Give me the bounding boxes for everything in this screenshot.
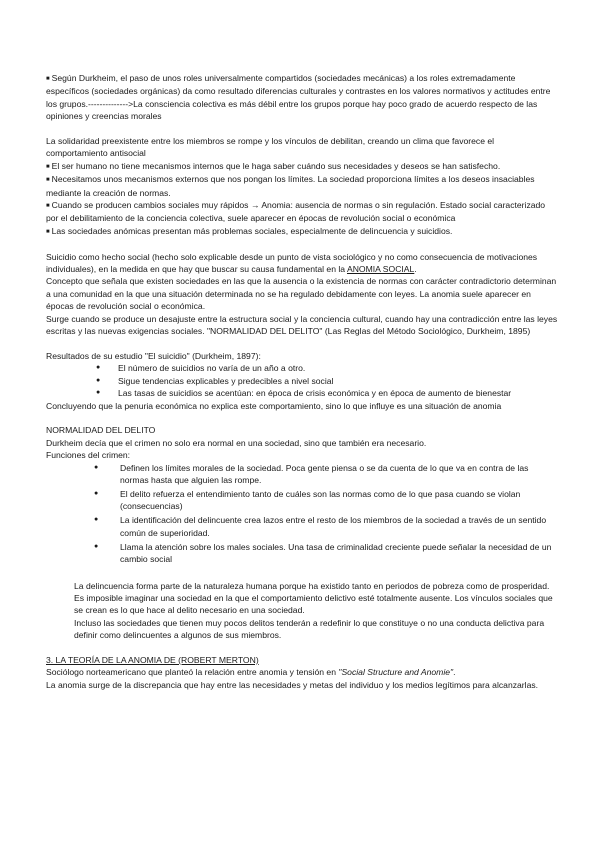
durkheim-text: Según Durkheim, el paso de unos roles universalmente compartidos (sociedades mecánicas) a los roles extremadamente específicos (sociedades orgánicas) da como resultado diferencias culturales y contrastes en los valores normativos y actitudes entre los grupos. [46,73,551,109]
study-conclusion: Concluyendo que la penuria económica no explica este comportamiento, sino lo que influye es una situación de anomia [46,400,502,411]
list-item: ● Definen los límites morales de la sociedad. Poca gente piensa o se da cuenta de lo que va en contra de las normas hasta que alguien las rompe. [108,462,558,487]
list-item: ● El número de suicidios no varía de un año a otro. [108,362,558,374]
merton-work-title: "Social Structure and Anomie" [338,667,454,678]
concept-paragraph: Concepto que señala que existen sociedades en las que la ausencia o la existencia de normas con carácter contradictorio determinan a una comunidad en la que una situación determinada no se ha regulado debidamente con leyes. La anomia suele aparecer en épocas de revolución social o económica. [46,276,557,312]
merton-text: Sociólogo norteamericano que planteó la relación entre anomia y tensión en [46,667,339,678]
collective-consciousness-text: La consciencia colectiva es más débil entre los grupos porque hay poco grado de acuerdo respecto de las opiniones y creencias morales [46,98,538,122]
surge-paragraph: Surge cuando se produce un desajuste entre la estructura social y la conciencia cultural, cuando hay una contradicción entre las leyes escritas y las nuevas exigencias sociales. "NORMALIDAD DEL DELITO" (Las Reglas del Método Sociológico, Durkheim, 1895) [46,313,558,337]
period: . [453,667,456,678]
list-item: ● La identificación del delincuente crea lazos entre el resto de los miembros de la sociedad a través de un sentido común de superioridad. [108,514,558,539]
anomia-social-term: ANOMIA SOCIAL [346,264,415,275]
redefine-paragraph: Incluso las sociedades que tienen muy pocos delitos tenderán a redefinir lo que constituye o no una conducta delictiva para definir como delincuentes a algunos de sus miembros. [74,617,545,641]
crime-functions-label: Funciones del crimen: [46,450,131,461]
period: . [414,264,417,275]
document-page [46,72,558,691]
suicide-social-fact-paragraph [46,251,558,276]
bullet-external-mechanisms: ■ Necesitamos unos mecanismos externos que nos pongan los límites. La sociedad proporciona límites a los deseos insaciables mediante la creación de normas. [46,173,558,199]
list-item: ● El delito refuerza el entendimiento tanto de cuáles son las normas como de lo que pasa cuando se violan (consecuencias) [108,488,558,513]
bullet-rapid-change-anomia: ■ Cuando se producen cambios sociales muy rápidos → Anomia: ausencia de normas o sin regulación. Estado social caracterizado por el debilitamiento de la conciencia colectiva, suele aparecer en épocas de revolución social o económica [46,199,558,225]
delinquency-paragraph: La delincuencia forma parte de la naturaleza humana porque ha existido tanto en periodos de pobreza como de prosperidad. Es imposible imaginar una sociedad en la que el comportamiento delictivo esté totalmente ausente. Los vínculos sociales que se crean es lo que hace al delito necesario en una sociedad. [74,580,553,616]
study-results-intro: Resultados de su estudio "El suicidio" (Durkheim, 1897): [46,350,261,361]
crime-functions-list [46,462,558,566]
suicide-text: Suicidio como hecho social (hecho solo explicable desde un punto de vista sociológico y no como consecuencia de motivaciones individuales), en la medida en que hay que buscar su causa fundamental en la [46,251,538,275]
merton-paragraph [46,666,558,678]
solidarity-paragraph: La solidaridad preexistente entre los miembros se rompe y los vínculos de debilitan, creando un clima que favorece el comportamiento antisocial [46,136,495,159]
bullet-human-mechanisms: ■ El ser humano no tiene mecanismos internos que le haga saber cuándo sus necesidades y deseos se han satisfecho. [46,160,558,173]
bullet-anomic-societies: ■ Las sociedades anómicas presentan más problemas sociales, especialmente de delincuencia y suicidios. [46,225,558,238]
list-item: ● Llama la atención sobre los males sociales. Una tasa de criminalidad creciente puede señalar la necesidad de un cambio social [108,541,558,566]
list-item: ● Sigue tendencias explicables y predecibles a nivel social [108,375,558,387]
crime-normal-paragraph: Durkheim decía que el crimen no solo era normal en una sociedad, sino que también era necesario. [46,437,427,448]
normalidad-heading: NORMALIDAD DEL DELITO [46,425,156,436]
arrow-glyph: --------------> [88,98,134,109]
durkheim-paragraph [46,72,558,123]
study-results-list [46,362,558,399]
anomia-discrepancy-paragraph: La anomia surge de la discrepancia que hay entre las necesidades y metas del individuo y los medios legítimos para alcanzarlas. [46,679,539,690]
list-item: ● Las tasas de suicidios se acentúan: en época de crisis económica y en época de aumento de bienestar [108,387,558,399]
merton-heading: 3. LA TEORÍA DE LA ANOMIA DE (ROBERT MERTON) [46,654,259,665]
